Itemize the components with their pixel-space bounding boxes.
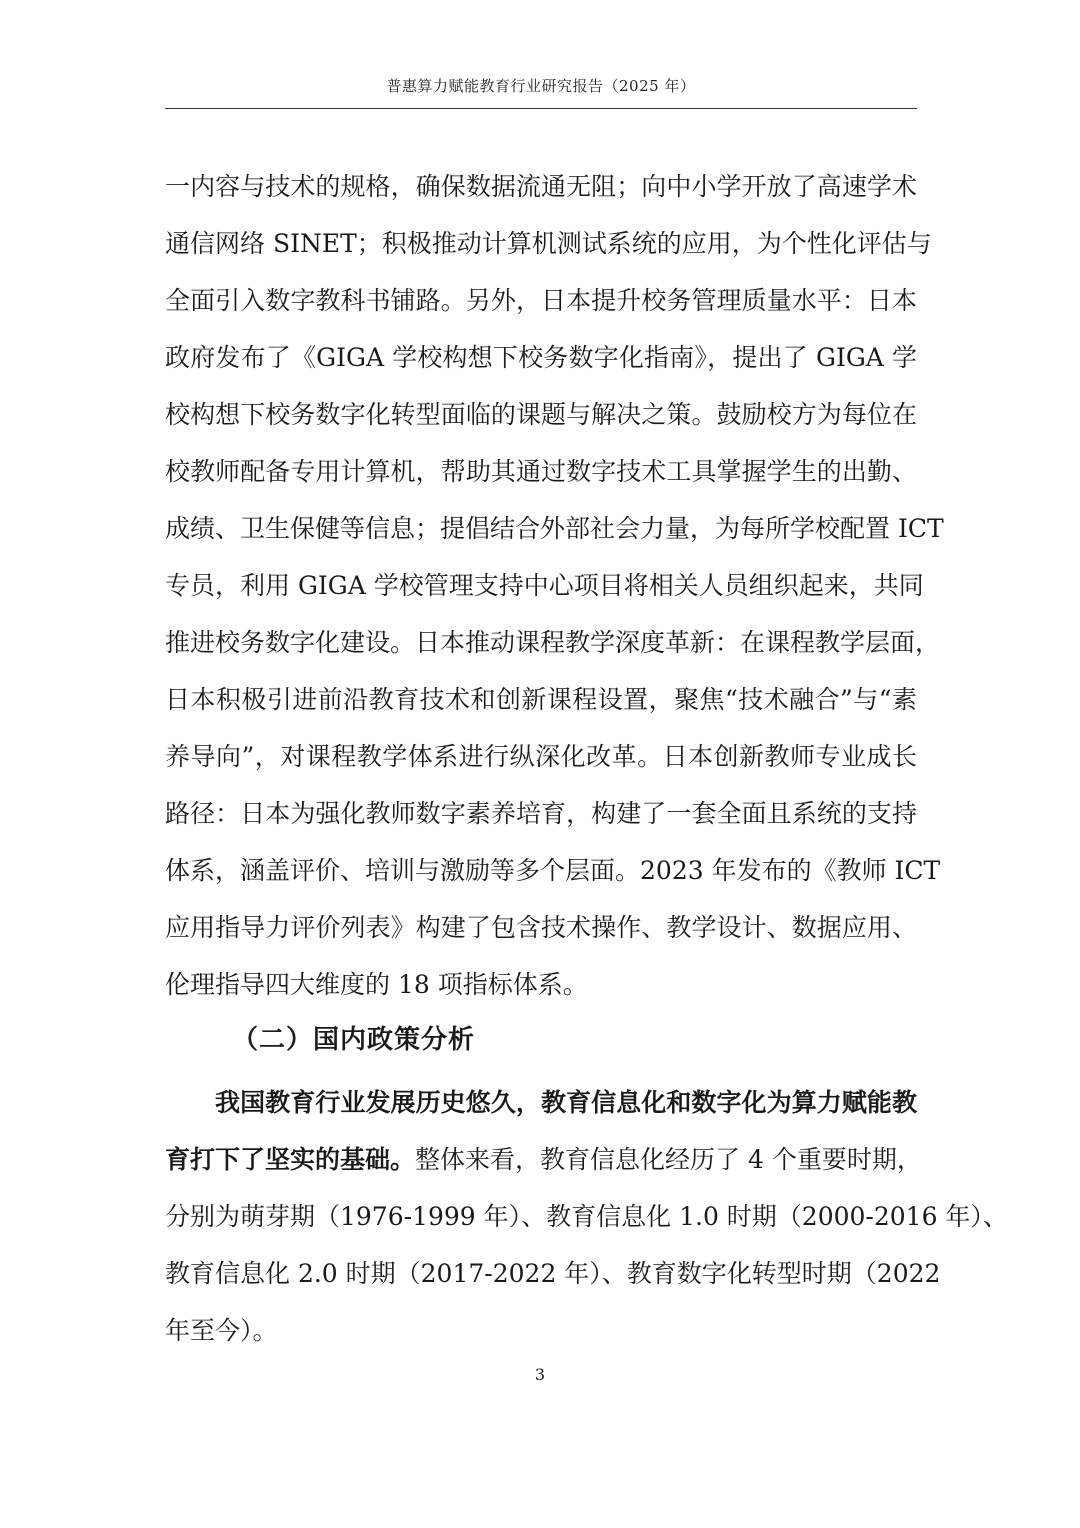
paragraph-2-line-2 xyxy=(165,1140,922,1180)
paragraph-1-line-8: 专员，利用 GIGA 学校管理支持中心项目将相关人员组织起来，共同 xyxy=(165,571,924,600)
running-header: 普惠算力赋能教育行业研究报告（2025 年） xyxy=(386,77,696,95)
paragraph-1-line-15: 伦理指导四大维度的 18 项指标体系。 xyxy=(165,970,588,999)
paragraph-1-line-12: 路径：日本为强化教师数字素养培育，构建了一套全面且系统的支持 xyxy=(165,799,917,828)
paragraph-1-line-1: 一内容与技术的规格，确保数据流通无阻；向中小学开放了高速学术 xyxy=(165,172,917,201)
section-heading: （二）国内政策分析 xyxy=(232,1025,476,1055)
paragraph-1-line-7: 成绩、卫生保健等信息；提倡结合外部社会力量，为每所学校配置 ICT xyxy=(165,514,944,543)
paragraph-1-line-3: 全面引入数字教科书铺路。另外，日本提升校务管理质量水平：日本 xyxy=(165,286,917,315)
page-number: 3 xyxy=(534,1365,546,1384)
paragraph-2-bold-lead: 育打下了坚实的基础。 xyxy=(165,1145,416,1174)
paragraph-1-line-6: 校教师配备专用计算机，帮助其通过数字技术工具掌握学生的出勤、 xyxy=(165,457,917,486)
paragraph-1-line-11: 养导向”，对课程教学体系进行纵深化改革。日本创新教师专业成长 xyxy=(165,742,917,771)
paragraph-1-line-4: 政府发布了《GIGA 学校构想下校务数字化指南》，提出了 GIGA 学 xyxy=(165,343,917,372)
paragraph-2-line-3: 分别为萌芽期（1976-1999 年）、教育信息化 1.0 时期（2000-2016 年）、 xyxy=(165,1202,1008,1231)
paragraph-1-line-9: 推进校务数字化建设。日本推动课程教学深度革新：在课程教学层面， xyxy=(165,628,941,657)
header-rule xyxy=(165,108,917,109)
paragraph-1-line-13: 体系，涵盖评价、培训与激励等多个层面。2023 年发布的《教师 ICT xyxy=(165,856,941,885)
paragraph-1-line-14: 应用指导力评价列表》构建了包含技术操作、教学设计、数据应用、 xyxy=(165,913,917,942)
paragraph-2-line-1: 我国教育行业发展历史悠久，教育信息化和数字化为算力赋能教 xyxy=(215,1088,917,1117)
paragraph-2-line-5: 年至今）。 xyxy=(165,1316,278,1345)
paragraph-2-line-4: 教育信息化 2.0 时期（2017-2022 年）、教育数字化转型时期（2022 xyxy=(165,1259,941,1288)
paragraph-1-line-2: 通信网络 SINET；积极推动计算机测试系统的应用，为个性化评估与 xyxy=(165,229,932,258)
paragraph-2-line-2-rest: 整体来看，教育信息化经历了 4 个重要时期， xyxy=(415,1145,922,1174)
paragraph-1-line-5: 校构想下校务数字化转型面临的课题与解决之策。鼓励校方为每位在 xyxy=(165,400,917,429)
paragraph-1-line-10: 日本积极引进前沿教育技术和创新课程设置，聚焦“技术融合”与“素 xyxy=(165,685,917,714)
